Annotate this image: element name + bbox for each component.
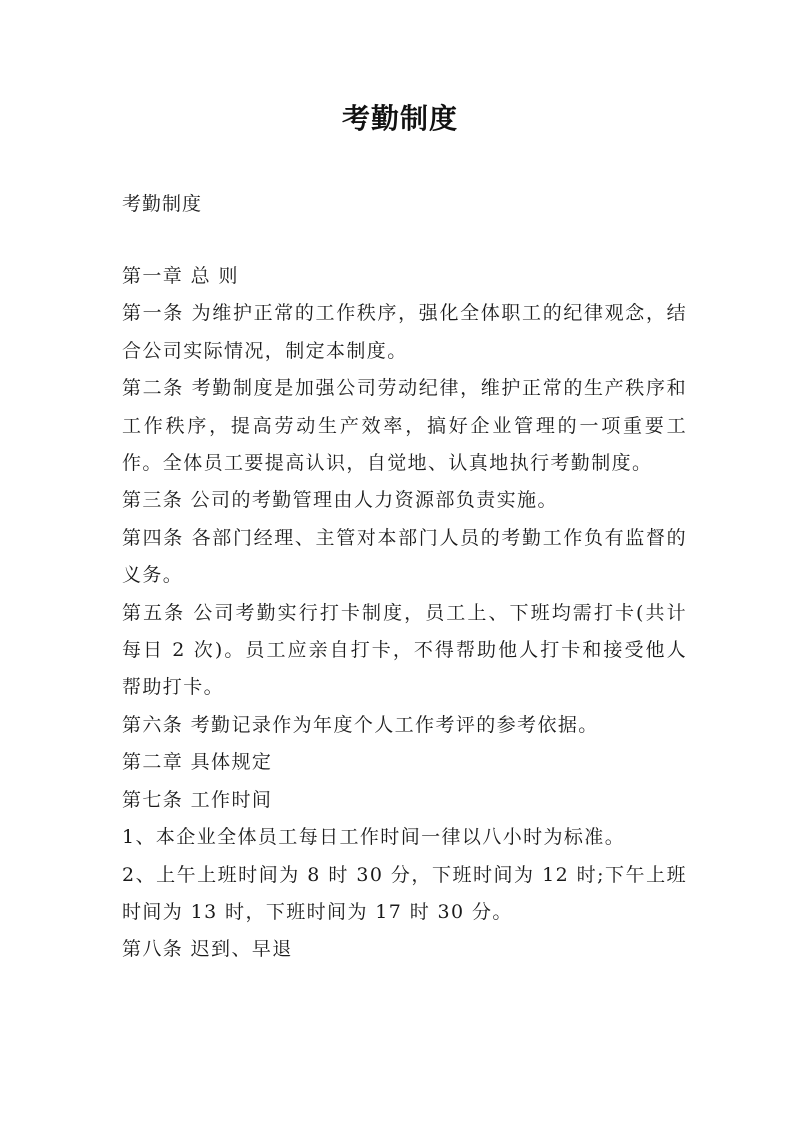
document-subtitle: 考勤制度 [122,193,203,215]
list-item: 1、本企业全体员工每日工作时间一律以八小时为标准。 [122,826,626,849]
article-paragraph: 第五条 公司考勤实行打卡制度，员工上、下班均需打卡(共计每日 2 次)。员工应亲自打卡，不得帮助他人打卡和接受他人帮助打卡。 [122,601,687,699]
list-item: 2、上午上班时间为 8 时 30 分，下班时间为 12 时;下午上班时间为 13 时，下班时间为 17 时 30 分。 [122,863,687,923]
article-paragraph: 第一条 为维护正常的工作秩序，强化全体职工的纪律观念，结合公司实际情况，制定本制度。 [122,302,687,362]
article-paragraph: 第三条 公司的考勤管理由人力资源部负责实施。 [122,489,558,512]
chapter-heading: 第一章 总 则 [122,265,239,287]
article-paragraph: 第二条 考勤制度是加强公司劳动纪律，维护正常的生产秩序和工作秩序，提高劳动生产效率，搞好企业管理的一项重要工作。全体员工要提高认识，自觉地、认真地执行考勤制度。 [122,377,687,475]
article-paragraph: 第七条 工作时间 [122,788,273,811]
article-paragraph: 第四条 各部门经理、主管对本部门人员的考勤工作负有监督的义务。 [122,526,687,587]
article-paragraph: 第八条 迟到、早退 [122,938,293,961]
article-paragraph: 第六条 考勤记录作为年度个人工作考评的参考依据。 [122,713,599,736]
document-title: 考勤制度 [341,102,458,135]
document-body [122,258,687,969]
chapter-heading: 第二章 具体规定 [122,751,273,774]
